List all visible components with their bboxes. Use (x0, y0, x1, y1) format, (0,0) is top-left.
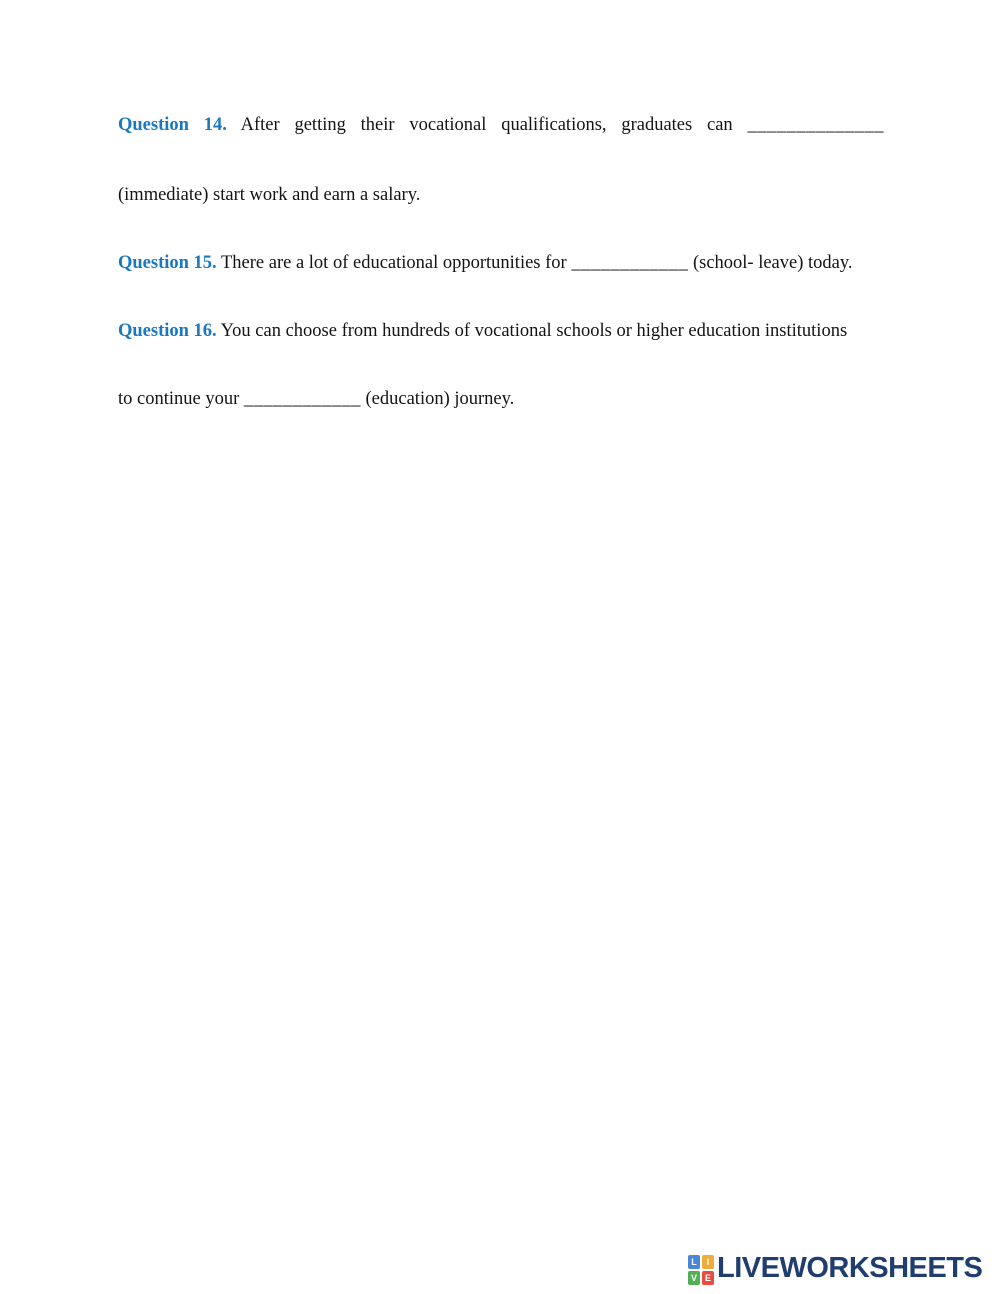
question-16-label: Question 16. (118, 321, 217, 341)
question-15-text-after: (school- leave) today. (692, 253, 853, 273)
question-15-line-1 (118, 250, 884, 276)
question-14-line-1 (118, 112, 884, 138)
question-14-label: Question 14. (118, 115, 227, 135)
question-16-text: You can choose from hundreds of vocational schools or higher education institutions (220, 321, 848, 341)
question-14-text: After getting their vocational qualifications, graduates can (240, 115, 733, 135)
answer-blank-q14[interactable]: ______________ (747, 115, 884, 135)
question-16-line-1 (118, 318, 884, 344)
question-14-text-continued: (immediate) start work and earn a salary. (118, 185, 421, 205)
liveworksheets-logo-icon (688, 1255, 714, 1285)
question-16-text-after: (education) journey. (365, 389, 515, 409)
question-16-line-2 (118, 386, 884, 412)
question-14-line-2 (118, 182, 884, 208)
logo-tile-i: I (702, 1255, 714, 1269)
liveworksheets-logo (688, 1252, 982, 1285)
logo-tile-e: E (702, 1271, 714, 1285)
answer-blank-q15[interactable]: ____________ (571, 253, 689, 273)
logo-tile-v: V (688, 1271, 700, 1285)
answer-blank-q16[interactable]: ____________ (243, 389, 361, 409)
liveworksheets-logo-text: LIVEWORKSHEETS (717, 1252, 983, 1284)
question-16-text-continued: to continue your (118, 389, 240, 409)
question-15-label: Question 15. (118, 253, 217, 273)
question-15-text: There are a lot of educational opportunities for (220, 253, 567, 273)
logo-tile-l: L (688, 1255, 700, 1269)
